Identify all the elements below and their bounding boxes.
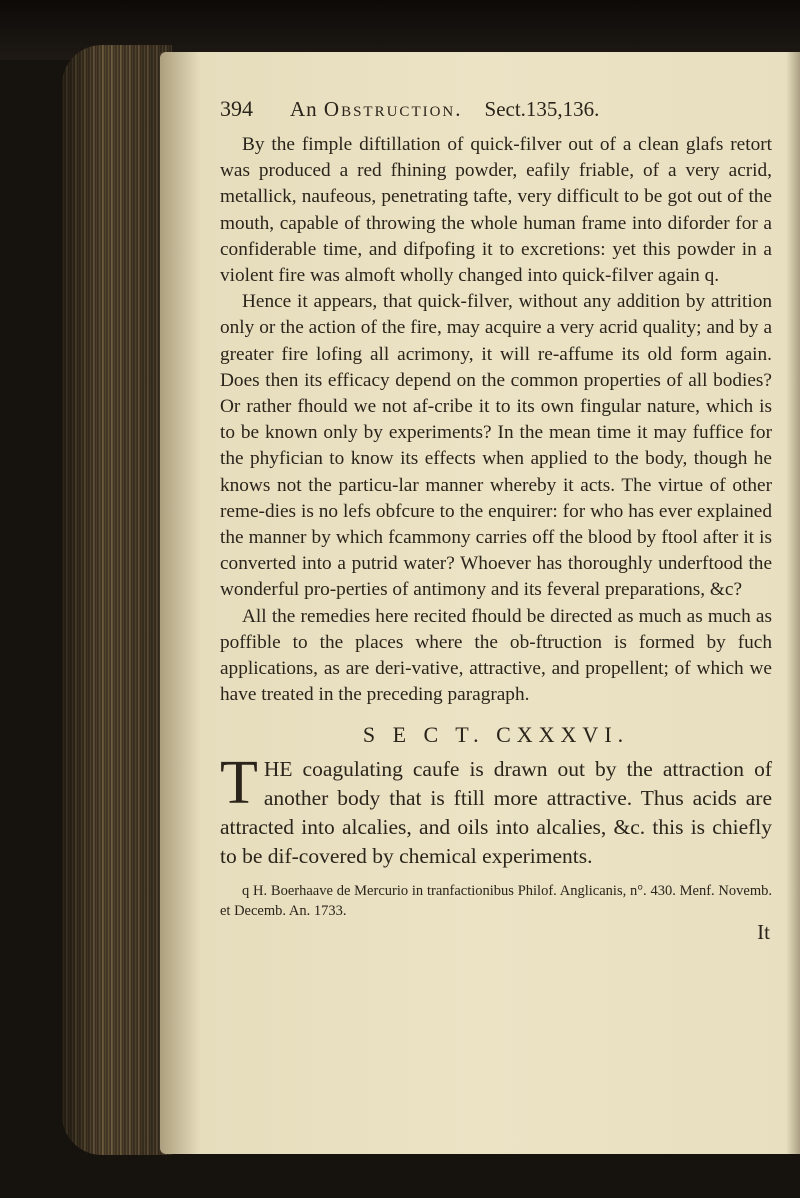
section-paragraph-text: HE coagulating caufe is drawn out by the attraction of another body that is ftill more attractive. Thus acids are attracted into alcalies, and oils into alcalies, &c. this is chiefly to be dif-covered by chemical experiments. [220, 756, 772, 868]
footnote: q H. Boerhaave de Mercurio in tranfactionibus Philof. Anglicanis, n°. 430. Menf. Novemb. et Decemb. An. 1733. [220, 882, 772, 919]
paragraph-3: All the remedies here recited fhould be directed as much as much as poffible to the places where the ob-ftruction is formed by fuch applications, as are deri-vative, attractive, and propellent; of which we have treated in the preceding paragraph. [220, 605, 772, 706]
section-heading: S E C T. CXXXVI. [362, 722, 630, 748]
book-page [160, 52, 800, 1154]
book-page-edges [62, 45, 172, 1155]
paragraph-2: Hence it appears, that quick-filver, without any addition by attrition only or the action of the fire, may acquire a very acrid quality; and by a greater fire lofing all acrimony, it will re-affume its old form again. Does then its efficacy depend on the common properties of all bodies? Or rather fhould we not af-cribe it to its own fingular nature, which is to be known only by experiments? In the mean time it may fuffice for the phyfician to know its effects when applied to the body, though he knows not the particu-lar manner whereby it acts. The virtue of other reme-dies is no lefs obfcure to the enquirer: for who has ever explained the manner by which fcammony carries off the blood by ftool after it is converted into a putrid water? Whoever has thoroughly underftood the wonderful pro-perties of antimony and its feveral preparations, &c? [220, 291, 772, 601]
page-content [220, 96, 772, 945]
running-title [290, 96, 463, 122]
paragraph-1: By the fimple diftillation of quick-filver out of a clean glafs retort was produced a red fhining powder, eafily friable, of a very acrid, metallick, naufeous, penetrating tafte, very difficult to be got out of the mouth, capable of throwing the whole human frame into diforder for a confiderable time, and difpofing it to excretions: yet this powder in a violent fire was almoft wholly changed into quick-filver again q. [220, 134, 772, 287]
running-title-prefix: An [290, 97, 318, 121]
page-right-shade [786, 52, 800, 1154]
drop-cap: T [220, 748, 258, 817]
page-number: 394 [220, 96, 253, 121]
running-title-smallcaps: Obstruction. [323, 97, 463, 121]
section-reference: Sect.135,136. [484, 97, 600, 121]
section-paragraph [220, 748, 772, 871]
catchword: It [757, 919, 770, 944]
running-header [220, 96, 772, 128]
